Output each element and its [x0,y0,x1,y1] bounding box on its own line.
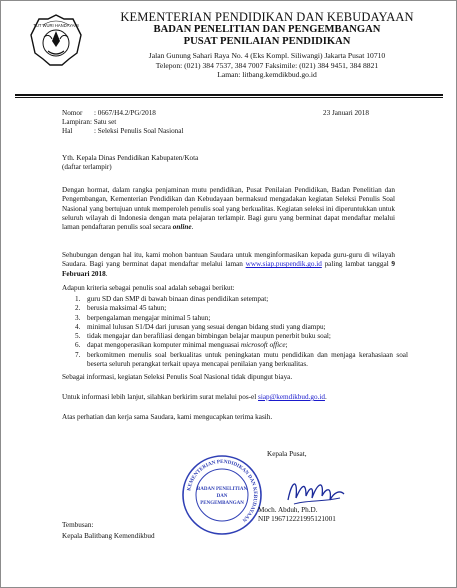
nomor-line [62,109,156,118]
website: Laman: litbang.kemdikbud.go.id [217,70,317,80]
criteria-text: guru SD dan SMP di bawah binaan dinas pendidikan setempat; [87,295,269,303]
header-rule-thin [15,97,443,98]
signatory-name: Moch. Abduh, Ph.D. [258,506,318,514]
signatory-title: Kepala Pusat, [267,450,307,458]
svg-text:PENGEMBANGAN: PENGEMBANGAN [200,501,244,506]
hal-label: Hal [62,127,73,135]
paragraph-intro [62,186,395,232]
hal-line [62,127,183,136]
criteria-text: tidak mengajar dan berafiliasi dengan bimbingan belajar maupun penerbit buku soal; [87,332,331,341]
nomor-label: Nomor [62,109,83,117]
criteria-number: 5. [75,332,81,341]
paragraph-free: Sebagai informasi, kegiatan Seleksi Penulis Soal Nasional tidak dipungut biaya. [62,373,293,381]
paragraph-request-text: Sehubungan dengan hal itu, kami mohon bantuan Saudara untuk menginformasikan kepada guru-guru di wilayah Saudara. Bagi yang berminat dapat mendaftar melalui laman [62,251,395,269]
online-word: online [172,223,192,232]
signatory-nip: NIP 196712221995121001 [258,515,336,523]
svg-text:BADAN PENELITIAN: BADAN PENELITIAN [196,487,248,492]
criteria-item [75,332,375,341]
email-link[interactable]: siap@kemdikbud.go.id [258,393,325,401]
lampiran-line: Lampiran: Satu set [62,118,117,126]
letterhead [87,11,447,80]
ministry-name: KEMENTERIAN PENDIDIKAN DAN KEBUDAYAAN [120,10,414,24]
criteria-number: 4. [75,322,81,331]
official-stamp [181,454,263,536]
criteria-number: 7. [75,350,81,359]
criteria-text: minimal lulusan S1/D4 dari jurusan yang sesuai dengan bidang studi yang diampu; [87,322,326,331]
criteria-item [75,341,375,350]
paragraph-thanks: Atas perhatian dan kerja sama Saudara, kami mengucapkan terima kasih. [62,413,273,421]
criteria-list [75,295,408,369]
paragraph-request [62,251,395,279]
address: Jalan Gunung Sahari Raya No. 4 (Eks Kompl. Siliwangi) Jakarta Pusat 10710 [148,51,386,60]
header-rule-thick [15,94,443,96]
criteria-text: dapat mengoperasikan komputer minimal menguasai [87,341,241,350]
criteria-text: berkomitmen menulis soal berkualitas untuk peningkatan mutu pendidikan dan menjaga kerahasiaan soal beserta seluruh perangkat terkait upaya mencapai penilaian yang berkualitas. [87,350,408,369]
criteria-item [75,295,375,304]
registration-link[interactable]: www.siap.puspendik.go.id [245,260,322,269]
recipient-line1: Yth. Kepala Dinas Pendidikan Kabupaten/Kota [62,154,199,162]
criteria-italic: microsoft office [240,341,286,350]
deadline-date: 9 Februari 2018 [62,260,396,278]
svg-text:DAN: DAN [216,494,228,499]
criteria-item [75,323,375,332]
paragraph-intro-end: . [191,223,194,232]
center-name: PUSAT PENILAIAN PENDIDIKAN [183,35,351,47]
svg-text:KEMENTERIAN PENDIDIKAN DAN KEB: KEMENTERIAN PENDIDIKAN DAN KEBUDAYAAN [186,458,259,523]
svg-text:TUT WURI HANDAYANI: TUT WURI HANDAYANI [33,23,79,28]
paragraph-request-end: . [105,269,108,278]
criteria-item [75,304,375,313]
criteria-item [75,351,408,370]
paragraph-contact-text: Untuk informasi lebih lanjut, silahkan berkirim surat melalui pos-el [62,393,259,401]
criteria-number: 6. [75,341,81,350]
criteria-number: 2. [75,304,81,313]
criteria-item [75,314,375,323]
criteria-end: ; [285,341,288,350]
paragraph-intro-text: Dengan hormat, dalam rangka penjaminan mutu pendidikan, Pusat Penilaian Pendidikan, Badan Penelitian dan Pengembangan, Kementerian Pendidikan dan Kebudayaan bermaksud mengadakan kegiatan Seleksi Penulis Soal Nasional yang bertujuan untuk memperoleh penulis soal yang berkualitas. Kegiatan seleksi ini diperuntukkan untuk seluruh wilayah di Indonesia dengan mata pelajaran terlampir. Bagi guru yang berminat dapat mendaftar melalui laman pendaftaran penulis soal secara [62,186,395,232]
tut-wuri-handayani-logo [29,13,83,67]
letter-date: 23 Januari 2018 [323,109,369,117]
tembusan-recipient: Kepala Balitbang Kemendikbud [62,532,155,540]
criteria-number: 3. [75,313,81,322]
phone-fax: Telepon: (021) 384 7537, 384 7007 Faksimile: (021) 384 9451, 384 8821 [155,60,379,70]
criteria-text: berpengalaman mengajar minimal 5 tahun; [87,313,211,322]
criteria-text: berusia maksimal 45 tahun; [87,304,167,313]
criteria-intro: Adapun kriteria sebagai penulis soal adalah sebagai berikut: [62,284,235,292]
recipient-line2: (daftar terlampir) [62,163,112,171]
handwritten-signature [284,474,348,508]
agency-name: BADAN PENELITIAN DAN PENGEMBANGAN [153,24,381,35]
hal-value: : Seleksi Penulis Soal Nasional [94,127,184,135]
paragraph-request-mid: paling lambat tanggal [321,260,392,269]
tembusan-label: Tembusan: [62,521,94,529]
paragraph-contact [62,393,327,402]
paragraph-contact-end: . [324,393,327,401]
nomor-value: : 0667/H4.2/PG/2018 [94,109,156,117]
criteria-number: 1. [75,295,81,303]
